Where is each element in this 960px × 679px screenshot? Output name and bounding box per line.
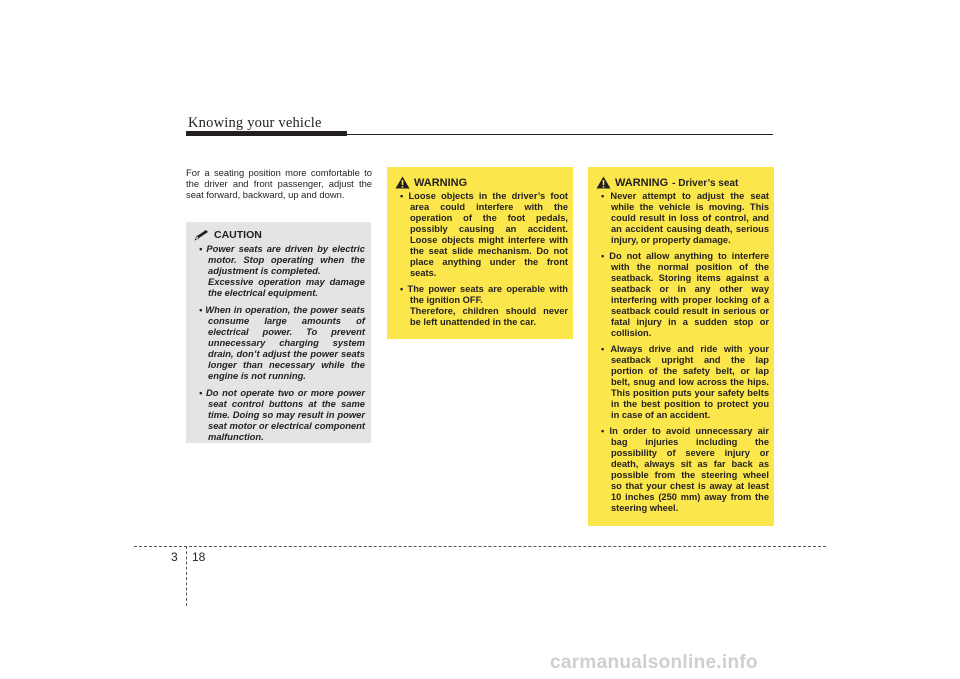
header-rule-thin	[347, 134, 773, 135]
pen-icon	[194, 229, 210, 241]
warning-header	[596, 174, 769, 189]
footer-vertical-rule	[186, 546, 187, 606]
warning-header	[395, 174, 568, 189]
warning-list	[596, 191, 769, 514]
list-item: • Never attempt to adjust the seat while the vehicle is moving. This could result in loss of control, and an accident causing death, serious injury, or property damage.	[601, 191, 769, 245]
list-item: • The power seats are operable with the ignition OFF. Therefore, children should never be left unattended in the car.	[400, 284, 568, 327]
footer-rule	[134, 546, 826, 547]
list-item: • When in operation, the power seats consume large amounts of electrical power. To prevent unnecessary charging system drain, don’t adjust the power seats longer than necessary while the engine is not running.	[199, 304, 365, 381]
warning-subtitle: - Driver’s seat	[672, 178, 739, 189]
list-item: • Power seats are driven by electric motor. Stop operating when the adjustment is completed. Excessive operation may damage the electrical equipment.	[199, 243, 365, 298]
list-item: • Loose objects in the driver’s foot area could interfere with the operation of the foot pedals, possibly causing an accident. Loose objects might interfere with the seat slide mechanism. Do not place anything under the front seats.	[400, 191, 568, 278]
intro-paragraph: For a seating position more comfortable to the driver and front passenger, adjust the seat forward, backward, up and down.	[186, 167, 372, 200]
warning-list	[395, 191, 568, 328]
list-item: • In order to avoid unnecessary air bag injuries including the possibility of severe injury or death, always sit as far back as possible from the steering wheel so that your chest is away at least 10 inches (250 mm) away from the steering wheel.	[601, 426, 769, 513]
list-item: • Always drive and ride with your seatback upright and the lap portion of the safety belt, or lap belt, snug and low across the hips. This position puts your safety belts in the best position to protect you in case of an accident.	[601, 344, 769, 420]
caution-title: CAUTION	[214, 229, 262, 241]
page-number: 18	[192, 550, 206, 564]
header-rule-thick	[186, 131, 347, 136]
watermark: carmanualsonline.info	[550, 652, 758, 673]
warning-triangle-icon	[596, 176, 611, 189]
caution-list	[194, 243, 365, 442]
warning-title: WARNING	[615, 177, 669, 189]
chapter-number: 3	[171, 550, 178, 564]
warning-triangle-icon	[395, 176, 410, 189]
caution-header	[194, 228, 365, 242]
header-title: Knowing your vehicle	[188, 115, 322, 131]
list-item: • Do not operate two or more power seat control buttons at the same time. Doing so may result in power seat motor or electrical component malfunction.	[199, 387, 365, 442]
warning-box-drivers-seat	[588, 167, 774, 526]
list-item: • Do not allow anything to interfere with the normal position of the seatback. Storing items against a seatback or in any other way interfering with proper locking of a seatback could result in serious or fatal injury in a sudden stop or collision.	[601, 251, 769, 338]
caution-box	[186, 222, 371, 443]
warning-title: WARNING	[414, 177, 468, 189]
warning-box-foot-area	[387, 167, 573, 339]
